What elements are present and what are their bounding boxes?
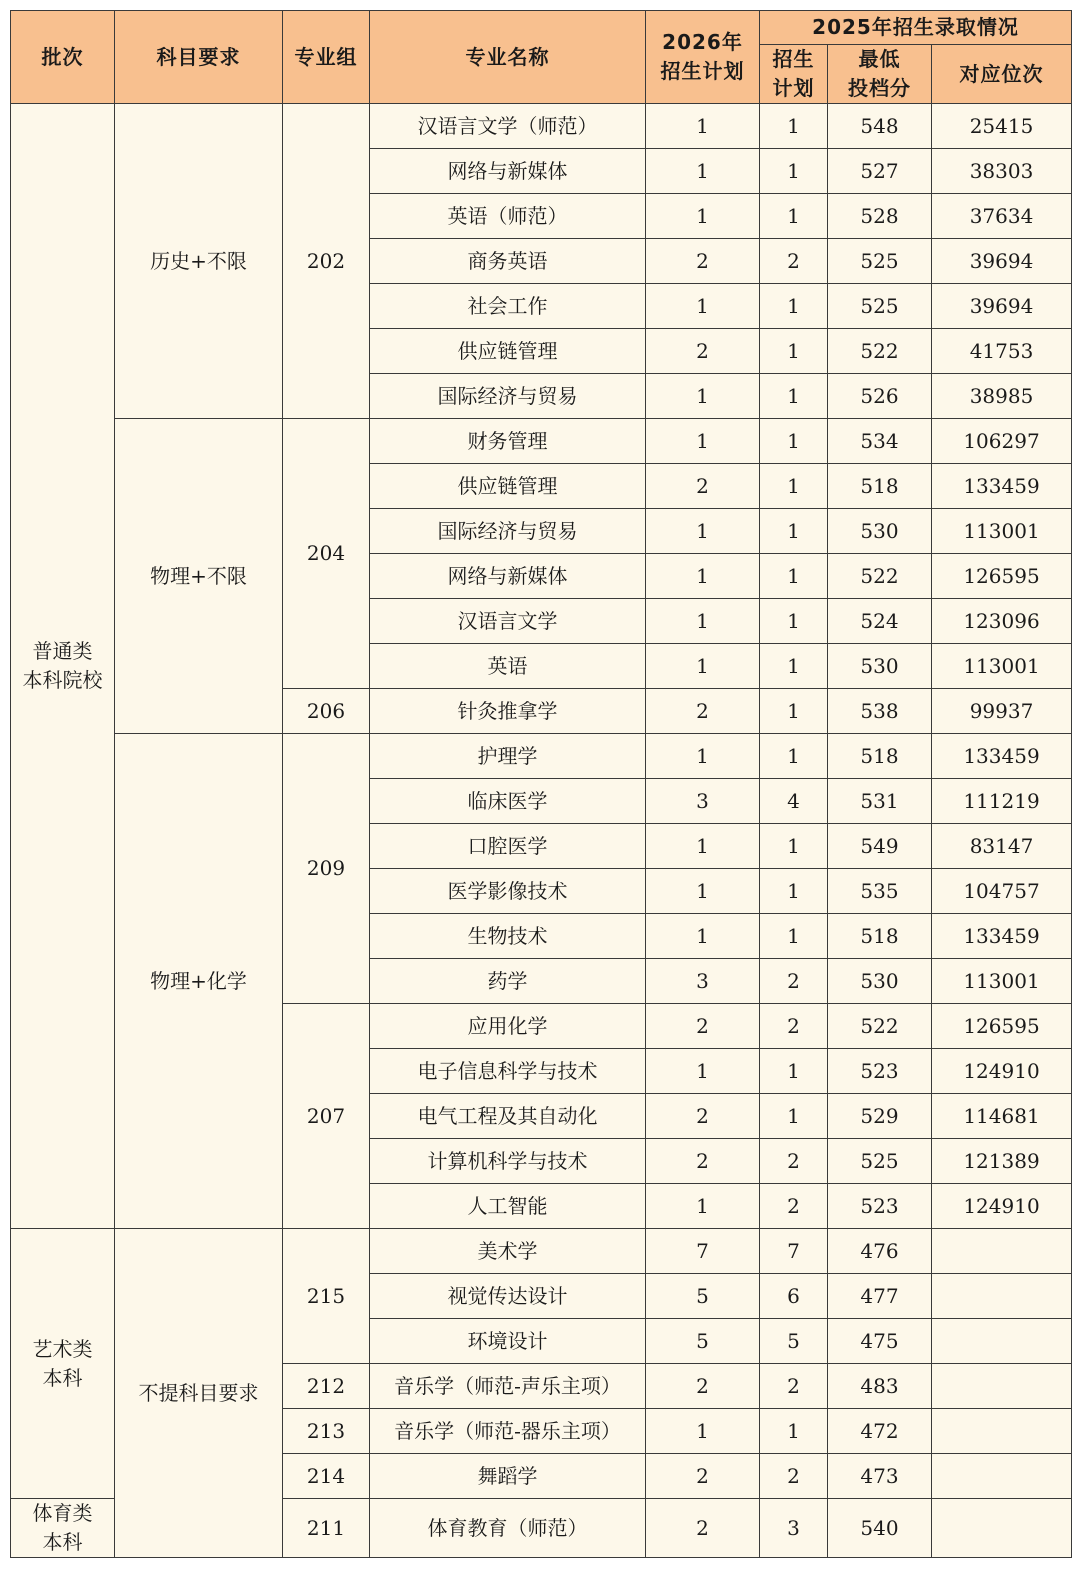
plan-2025: 7	[760, 1229, 828, 1274]
min-score: 531	[828, 779, 932, 824]
header-min-score-line1: 最低	[858, 47, 901, 71]
rank: 124910	[932, 1184, 1072, 1229]
rank: 38985	[932, 374, 1072, 419]
table-row	[11, 419, 1072, 464]
min-score: 518	[828, 464, 932, 509]
plan-2026: 1	[646, 509, 760, 554]
major-name: 环境设计	[370, 1319, 646, 1364]
major-name: 国际经济与贸易	[370, 509, 646, 554]
plan-2026: 2	[646, 1364, 760, 1409]
plan-2026: 2	[646, 689, 760, 734]
plan-2025: 1	[760, 509, 828, 554]
plan-2026: 5	[646, 1319, 760, 1364]
major-name: 网络与新媒体	[370, 149, 646, 194]
major-name: 电气工程及其自动化	[370, 1094, 646, 1139]
plan-2025: 1	[760, 554, 828, 599]
group-202: 202	[283, 104, 370, 419]
plan-2025: 1	[760, 644, 828, 689]
plan-2025: 2	[760, 1004, 828, 1049]
rank: 126595	[932, 554, 1072, 599]
rank	[932, 1409, 1072, 1454]
header-plan-2026-line2: 招生计划	[660, 59, 745, 83]
group-211: 211	[283, 1499, 370, 1558]
rank: 124910	[932, 1049, 1072, 1094]
plan-2026: 1	[646, 419, 760, 464]
rank: 104757	[932, 869, 1072, 914]
plan-2026: 2	[646, 239, 760, 284]
plan-2025: 1	[760, 1094, 828, 1139]
batch-art	[11, 1229, 115, 1499]
header-min-score-line2: 投档分	[848, 76, 911, 100]
rank: 39694	[932, 239, 1072, 284]
major-name: 英语	[370, 644, 646, 689]
group-213: 213	[283, 1409, 370, 1454]
header-batch: 批次	[11, 11, 115, 104]
min-score: 526	[828, 374, 932, 419]
min-score: 530	[828, 509, 932, 554]
major-name: 汉语言文学（师范）	[370, 104, 646, 149]
min-score: 534	[828, 419, 932, 464]
plan-2026: 1	[646, 554, 760, 599]
major-name: 护理学	[370, 734, 646, 779]
rank: 113001	[932, 509, 1072, 554]
min-score: 475	[828, 1319, 932, 1364]
header-plan-2026	[646, 11, 760, 104]
rank: 83147	[932, 824, 1072, 869]
rank: 133459	[932, 914, 1072, 959]
group-214: 214	[283, 1454, 370, 1499]
plan-2026: 1	[646, 149, 760, 194]
plan-2025: 1	[760, 284, 828, 329]
plan-2025: 3	[760, 1499, 828, 1558]
batch-sports-line2: 本科	[42, 1530, 83, 1554]
major-name: 商务英语	[370, 239, 646, 284]
major-name: 针灸推拿学	[370, 689, 646, 734]
rank: 126595	[932, 1004, 1072, 1049]
plan-2025: 1	[760, 599, 828, 644]
plan-2026: 1	[646, 869, 760, 914]
plan-2026: 1	[646, 1409, 760, 1454]
major-name: 体育教育（师范）	[370, 1499, 646, 1558]
admission-table	[10, 10, 1072, 1558]
plan-2025: 1	[760, 374, 828, 419]
subject-physics: 物理+不限	[115, 419, 283, 734]
min-score: 535	[828, 869, 932, 914]
rank: 41753	[932, 329, 1072, 374]
plan-2025: 4	[760, 779, 828, 824]
major-name: 供应链管理	[370, 329, 646, 374]
rank: 37634	[932, 194, 1072, 239]
plan-2025: 1	[760, 914, 828, 959]
min-score: 527	[828, 149, 932, 194]
major-name: 供应链管理	[370, 464, 646, 509]
plan-2026: 1	[646, 914, 760, 959]
min-score: 525	[828, 1139, 932, 1184]
major-name: 应用化学	[370, 1004, 646, 1049]
min-score: 530	[828, 959, 932, 1004]
plan-2026: 1	[646, 1049, 760, 1094]
header-subject-requirement: 科目要求	[115, 11, 283, 104]
min-score: 523	[828, 1184, 932, 1229]
plan-2026: 3	[646, 779, 760, 824]
min-score: 540	[828, 1499, 932, 1558]
major-name: 计算机科学与技术	[370, 1139, 646, 1184]
plan-2025: 1	[760, 104, 828, 149]
plan-2026: 2	[646, 1094, 760, 1139]
plan-2025: 1	[760, 419, 828, 464]
header-plan-2025-line2: 计划	[772, 76, 815, 100]
major-name: 英语（师范）	[370, 194, 646, 239]
group-206: 206	[283, 689, 370, 734]
major-name: 美术学	[370, 1229, 646, 1274]
plan-2025: 1	[760, 1049, 828, 1094]
plan-2026: 1	[646, 194, 760, 239]
rank: 38303	[932, 149, 1072, 194]
header-rank: 对应位次	[932, 45, 1072, 104]
plan-2025: 2	[760, 1184, 828, 1229]
batch-regular-line1: 普通类	[32, 639, 93, 663]
major-name: 社会工作	[370, 284, 646, 329]
plan-2025: 6	[760, 1274, 828, 1319]
min-score: 524	[828, 599, 932, 644]
batch-art-line1: 艺术类	[32, 1336, 93, 1361]
rank	[932, 1274, 1072, 1319]
rank: 123096	[932, 599, 1072, 644]
table-row	[11, 1229, 1072, 1274]
plan-2026: 1	[646, 374, 760, 419]
plan-2025: 5	[760, 1319, 828, 1364]
plan-2026: 7	[646, 1229, 760, 1274]
plan-2025: 1	[760, 464, 828, 509]
plan-2026: 2	[646, 464, 760, 509]
plan-2025: 1	[760, 869, 828, 914]
plan-2026: 1	[646, 104, 760, 149]
header-plan-2025	[760, 45, 828, 104]
rank: 113001	[932, 959, 1072, 1004]
major-name: 汉语言文学	[370, 599, 646, 644]
rank: 25415	[932, 104, 1072, 149]
header-major-group: 专业组	[283, 11, 370, 104]
plan-2026: 5	[646, 1274, 760, 1319]
min-score: 523	[828, 1049, 932, 1094]
major-name: 舞蹈学	[370, 1454, 646, 1499]
plan-2026: 1	[646, 1184, 760, 1229]
subject-none: 不提科目要求	[115, 1229, 283, 1558]
rank	[932, 1229, 1072, 1274]
table-row	[11, 104, 1072, 149]
rank	[932, 1499, 1072, 1558]
plan-2025: 1	[760, 149, 828, 194]
plan-2025: 2	[760, 239, 828, 284]
subject-physics-chemistry: 物理+化学	[115, 734, 283, 1229]
plan-2025: 2	[760, 1454, 828, 1499]
min-score: 525	[828, 239, 932, 284]
subject-history: 历史+不限	[115, 104, 283, 419]
rank: 133459	[932, 734, 1072, 779]
plan-2026: 2	[646, 329, 760, 374]
header-min-score	[828, 45, 932, 104]
rank: 39694	[932, 284, 1072, 329]
min-score: 522	[828, 1004, 932, 1049]
rank: 111219	[932, 779, 1072, 824]
plan-2026: 1	[646, 644, 760, 689]
plan-2025: 2	[760, 959, 828, 1004]
major-name: 网络与新媒体	[370, 554, 646, 599]
rank	[932, 1364, 1072, 1409]
group-204: 204	[283, 419, 370, 689]
major-name: 音乐学（师范-器乐主项）	[370, 1409, 646, 1454]
plan-2026: 2	[646, 1004, 760, 1049]
group-207: 207	[283, 1004, 370, 1229]
plan-2025: 1	[760, 1409, 828, 1454]
plan-2026: 3	[646, 959, 760, 1004]
plan-2026: 2	[646, 1499, 760, 1558]
header-major-name: 专业名称	[370, 11, 646, 104]
min-score: 518	[828, 914, 932, 959]
plan-2026: 1	[646, 734, 760, 779]
min-score: 529	[828, 1094, 932, 1139]
plan-2025: 1	[760, 329, 828, 374]
major-name: 视觉传达设计	[370, 1274, 646, 1319]
plan-2026: 2	[646, 1139, 760, 1184]
major-name: 国际经济与贸易	[370, 374, 646, 419]
rank: 113001	[932, 644, 1072, 689]
plan-2025: 1	[760, 194, 828, 239]
min-score: 477	[828, 1274, 932, 1319]
group-215: 215	[283, 1229, 370, 1364]
plan-2025: 2	[760, 1364, 828, 1409]
header-2025-admission: 2025年招生录取情况	[760, 11, 1072, 45]
major-name: 生物技术	[370, 914, 646, 959]
table-row	[11, 734, 1072, 779]
rank: 133459	[932, 464, 1072, 509]
rank: 114681	[932, 1094, 1072, 1139]
major-name: 人工智能	[370, 1184, 646, 1229]
min-score: 473	[828, 1454, 932, 1499]
batch-regular-line2: 本科院校	[22, 668, 103, 692]
major-name: 音乐学（师范-声乐主项）	[370, 1364, 646, 1409]
major-name: 口腔医学	[370, 824, 646, 869]
min-score: 548	[828, 104, 932, 149]
min-score: 518	[828, 734, 932, 779]
rank	[932, 1319, 1072, 1364]
group-209: 209	[283, 734, 370, 1004]
header-plan-2026-line1: 2026年	[662, 30, 743, 54]
plan-2025: 1	[760, 689, 828, 734]
plan-2026: 2	[646, 1454, 760, 1499]
group-212: 212	[283, 1364, 370, 1409]
batch-art-line2: 本科	[42, 1365, 83, 1390]
major-name: 电子信息科学与技术	[370, 1049, 646, 1094]
plan-2025: 1	[760, 824, 828, 869]
header-plan-2025-line1: 招生	[772, 47, 815, 71]
batch-sports-line1: 体育类	[32, 1501, 93, 1525]
min-score: 476	[828, 1229, 932, 1274]
plan-2025: 1	[760, 734, 828, 779]
table-body	[11, 104, 1072, 1558]
plan-2026: 1	[646, 284, 760, 329]
min-score: 472	[828, 1409, 932, 1454]
min-score: 538	[828, 689, 932, 734]
min-score: 549	[828, 824, 932, 869]
rank: 121389	[932, 1139, 1072, 1184]
table-header	[11, 11, 1072, 104]
min-score: 522	[828, 554, 932, 599]
major-name: 药学	[370, 959, 646, 1004]
plan-2025: 2	[760, 1139, 828, 1184]
min-score: 530	[828, 644, 932, 689]
min-score: 525	[828, 284, 932, 329]
major-name: 财务管理	[370, 419, 646, 464]
plan-2026: 1	[646, 599, 760, 644]
major-name: 医学影像技术	[370, 869, 646, 914]
batch-sports	[11, 1499, 115, 1558]
major-name: 临床医学	[370, 779, 646, 824]
plan-2026: 1	[646, 824, 760, 869]
rank: 106297	[932, 419, 1072, 464]
rank: 99937	[932, 689, 1072, 734]
rank	[932, 1454, 1072, 1499]
batch-regular	[11, 104, 115, 1229]
min-score: 522	[828, 329, 932, 374]
min-score: 483	[828, 1364, 932, 1409]
min-score: 528	[828, 194, 932, 239]
